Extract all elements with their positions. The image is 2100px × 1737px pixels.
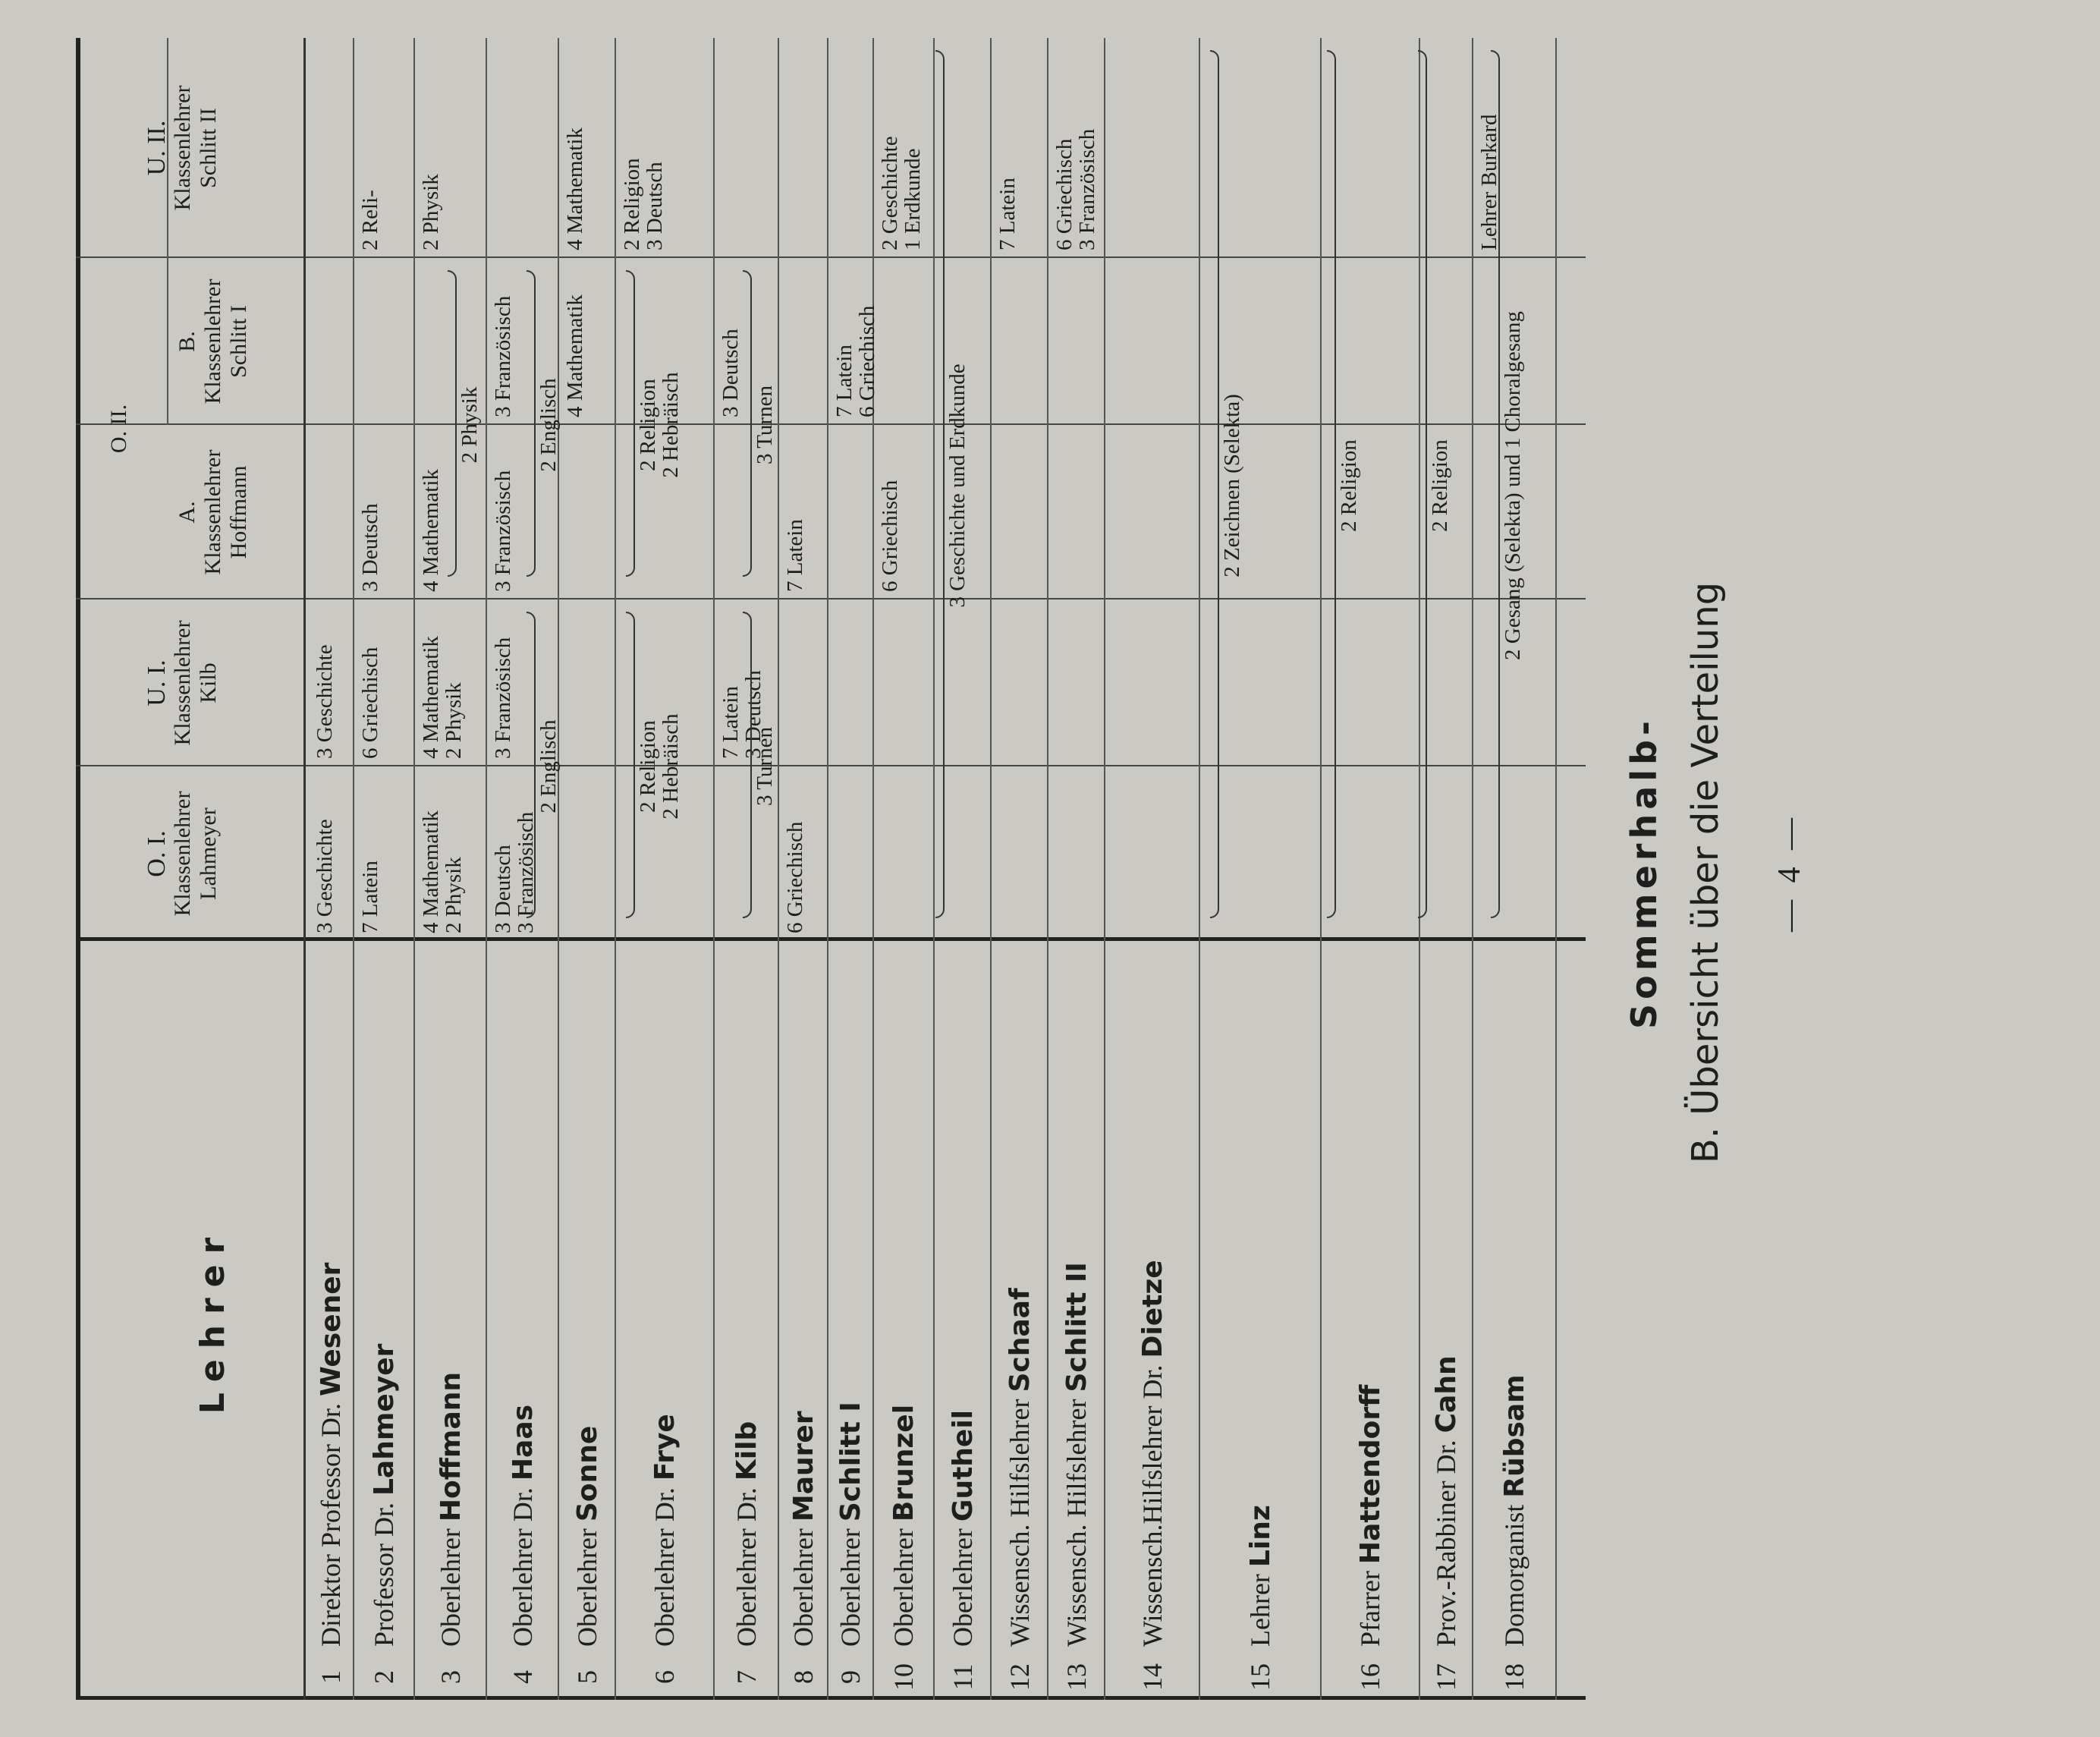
row-rule bbox=[872, 38, 874, 1700]
teacher-title: Wissensch. Hilfslehrer bbox=[1004, 1392, 1035, 1647]
teacher-surname: Wesener bbox=[316, 1262, 347, 1397]
subject-cell: 3 Französisch bbox=[491, 637, 515, 759]
row-rule bbox=[827, 38, 828, 1700]
teacher-title: Wissensch. Hilfslehrer bbox=[1061, 1392, 1092, 1647]
row-rule bbox=[990, 38, 992, 1700]
subject-cell: 2 Physik bbox=[419, 174, 443, 250]
role-label: Klassenlehrer bbox=[170, 620, 195, 746]
spanning-subject-cell: 2 Zeichnen (Selekta) bbox=[1219, 394, 1244, 577]
teacher-surname: Haas bbox=[507, 1404, 539, 1481]
teacher-title: Domorganist bbox=[1499, 1497, 1529, 1647]
row-rule bbox=[615, 38, 616, 1700]
spanning-subject-cell: 2 Religion bbox=[1337, 439, 1362, 532]
teacher-surname: Cahn bbox=[1431, 1355, 1462, 1433]
teacher-title: Wissensch.Hilfslehrer Dr. bbox=[1136, 1358, 1168, 1647]
header-bottom-rule bbox=[303, 38, 306, 1700]
teacher-name-cell bbox=[435, 949, 467, 1647]
row-number: 9 bbox=[835, 1670, 866, 1684]
span-brace bbox=[743, 612, 752, 918]
row-rule bbox=[1047, 38, 1048, 1700]
teacher-title: Oberlehrer bbox=[571, 1521, 602, 1647]
span-brace bbox=[626, 270, 635, 577]
teacher-name-cell bbox=[507, 949, 539, 1647]
span-brace bbox=[1327, 50, 1336, 918]
row-number: 12 bbox=[1004, 1663, 1035, 1691]
subject-cell: 7 Latein 6 Griechisch bbox=[832, 305, 879, 417]
row-rule bbox=[1555, 38, 1557, 1700]
row-rule bbox=[778, 38, 779, 1700]
section-heading: B. Übersicht über die Verteilung bbox=[1684, 581, 1727, 1164]
spanning-subject-cell: 2 Englisch bbox=[536, 719, 561, 813]
span-brace bbox=[626, 612, 635, 918]
teacher-name-cell bbox=[947, 949, 979, 1647]
class-teacher-name: Schlitt II bbox=[196, 108, 221, 188]
row-number: 15 bbox=[1245, 1663, 1275, 1691]
subject-cell: 4 Mathematik 2 Physik bbox=[419, 810, 466, 933]
role-label: Klassenlehrer bbox=[170, 791, 195, 917]
teacher-name-cell bbox=[649, 949, 681, 1647]
span-brace bbox=[527, 612, 536, 918]
subject-cell: 6 Griechisch bbox=[783, 821, 807, 933]
subject-cell: 4 Mathematik 2 Physik bbox=[419, 636, 466, 759]
teacher-name-cell bbox=[888, 949, 920, 1647]
role-label: Klassenlehrer bbox=[170, 85, 195, 211]
row-number: 8 bbox=[788, 1670, 819, 1684]
teacher-name-cell bbox=[1004, 949, 1036, 1647]
column-header-oii: O. II. bbox=[106, 404, 131, 454]
teacher-name-cell bbox=[1244, 949, 1276, 1647]
teacher-surname: Dietze bbox=[1136, 1260, 1168, 1358]
class-teacher-name: Lahmeyer bbox=[196, 807, 221, 900]
teacher-name-cell bbox=[315, 949, 347, 1647]
row-number: 10 bbox=[888, 1663, 919, 1691]
page-number: — 4 — bbox=[1772, 813, 1807, 932]
row-rule bbox=[1320, 38, 1322, 1700]
teacher-surname: Rübsam bbox=[1499, 1374, 1530, 1498]
spanning-subject-cell: 2 Religion bbox=[1427, 439, 1452, 532]
row-number: 6 bbox=[649, 1670, 680, 1684]
teacher-surname: Brunzel bbox=[888, 1404, 920, 1522]
row-rule bbox=[713, 38, 715, 1700]
row-rule bbox=[413, 38, 415, 1700]
spanning-subject-cell: 2 Physik bbox=[457, 386, 482, 464]
teacher-title: Professor Dr. bbox=[369, 1496, 399, 1647]
teacher-surname: Kilb bbox=[731, 1421, 762, 1481]
row-rule bbox=[1472, 38, 1473, 1700]
subject-cell: 6 Griechisch 3 Französisch bbox=[1052, 128, 1099, 250]
teacher-name-cell bbox=[571, 949, 603, 1647]
subject-cell: 6 Griechisch bbox=[878, 480, 902, 592]
teacher-column-header: Lehrer bbox=[193, 1226, 232, 1414]
row-number: 7 bbox=[731, 1670, 762, 1684]
teacher-surname: Hoffmann bbox=[435, 1372, 467, 1522]
role-label: Klassenlehrer bbox=[200, 278, 225, 404]
teacher-title: Oberlehrer bbox=[835, 1521, 866, 1647]
subject-cell: 2 Geschichte 1 Erdkunde bbox=[878, 136, 925, 250]
row-number: 5 bbox=[571, 1670, 602, 1684]
row-rule bbox=[486, 38, 487, 1700]
teacher-name-cell bbox=[731, 949, 762, 1647]
teacher-surname: Frye bbox=[649, 1414, 681, 1481]
row-rule bbox=[1104, 38, 1105, 1700]
teacher-title: Oberlehrer Dr. bbox=[649, 1481, 680, 1647]
teacher-surname: Maurer bbox=[788, 1411, 819, 1522]
teacher-name-cell bbox=[788, 949, 819, 1647]
distribution-table bbox=[76, 38, 1586, 1700]
span-brace bbox=[1418, 50, 1427, 918]
teacher-title: Lehrer bbox=[1245, 1567, 1275, 1647]
row-number: 16 bbox=[1355, 1663, 1385, 1691]
teacher-title: Oberlehrer bbox=[888, 1521, 919, 1647]
subject-cell: 3 Geschichte bbox=[313, 644, 337, 759]
row-number: 2 bbox=[369, 1670, 399, 1684]
rotated-sheet bbox=[76, 38, 1859, 1707]
row-rule bbox=[933, 38, 935, 1700]
span-brace bbox=[743, 270, 752, 577]
spanning-subject-cell: 3 Turnen bbox=[752, 385, 777, 464]
teacher-title: Oberlehrer Dr. bbox=[731, 1481, 762, 1647]
teacher-name-cell bbox=[835, 949, 866, 1647]
row-number: 1 bbox=[316, 1670, 346, 1684]
subject-cell: 3 Deutsch 3 Französisch bbox=[491, 811, 538, 933]
subject-cell: 3 Französisch bbox=[491, 295, 515, 417]
subject-cell: 7 Latein bbox=[358, 861, 382, 933]
teacher-name-cell bbox=[1061, 949, 1092, 1647]
subject-cell: 3 Französisch bbox=[491, 470, 515, 592]
subject-cell: 7 Latein bbox=[783, 519, 807, 592]
subject-cell: 4 Mathematik bbox=[419, 469, 443, 592]
teacher-surname: Schlitt II bbox=[1061, 1262, 1092, 1392]
column-header-oi bbox=[144, 766, 222, 941]
class-label: U. I. bbox=[143, 659, 171, 706]
teacher-surname: Lahmeyer bbox=[369, 1343, 400, 1496]
span-brace bbox=[935, 50, 945, 918]
row-number: 4 bbox=[507, 1670, 538, 1684]
teacher-surname: Schaaf bbox=[1004, 1288, 1036, 1392]
section-label: B. bbox=[174, 331, 200, 352]
teacher-name-cell bbox=[1354, 949, 1386, 1647]
row-number: 17 bbox=[1431, 1663, 1461, 1691]
class-teacher-name: Kilb bbox=[196, 662, 221, 703]
spanning-subject-cell: 2 Religion 2 Hebräisch bbox=[635, 372, 683, 478]
section-label: A. bbox=[174, 501, 200, 524]
teacher-title: Prov.-Rabbiner Dr. bbox=[1431, 1433, 1461, 1647]
teacher-surname: Linz bbox=[1245, 1505, 1276, 1568]
row-number: 14 bbox=[1136, 1663, 1168, 1691]
spanning-subject-cell: 2 Religion 2 Hebräisch bbox=[635, 713, 683, 820]
span-brace bbox=[527, 270, 536, 577]
class-label: U. II. bbox=[143, 120, 171, 176]
subject-cell: 7 Latein 3 Deutsch bbox=[718, 670, 765, 759]
subject-cell: 7 Latein bbox=[995, 178, 1020, 250]
spanning-subject-cell: 2 Englisch bbox=[536, 378, 561, 472]
subject-cell: 3 Geschichte bbox=[313, 819, 337, 933]
teacher-title: Pfarrer bbox=[1355, 1564, 1385, 1647]
class-label: O. I. bbox=[143, 830, 171, 877]
spanning-subject-cell: 3 Geschichte und Erdkunde bbox=[945, 363, 970, 608]
row-number: 3 bbox=[435, 1670, 466, 1684]
row-rule bbox=[1199, 38, 1200, 1700]
teacher-title: Oberlehrer bbox=[435, 1521, 466, 1647]
subject-cell: Lehrer Burkard bbox=[1477, 114, 1501, 250]
teacher-name-cell bbox=[1136, 949, 1168, 1647]
span-brace bbox=[1491, 50, 1500, 918]
teacher-title: Oberlehrer bbox=[947, 1521, 978, 1647]
column-header-oii-b bbox=[174, 258, 252, 425]
subject-cell: 4 Mathematik bbox=[563, 294, 587, 417]
teacher-name-cell bbox=[368, 949, 400, 1647]
row-number: 18 bbox=[1499, 1663, 1529, 1691]
column-header-uii bbox=[144, 38, 222, 258]
spanning-subject-cell: 3 Turnen bbox=[752, 727, 777, 806]
spanning-subject-cell: 2 Gesang (Selekta) und 1 Choralgesang bbox=[1500, 311, 1525, 660]
teacher-surname: Sonne bbox=[571, 1425, 603, 1522]
teacher-name-cell bbox=[1430, 949, 1462, 1647]
role-label: Klassenlehrer bbox=[200, 449, 225, 575]
column-header-ui bbox=[144, 599, 222, 766]
subject-cell: 2 Reli- bbox=[358, 190, 382, 250]
column-header-oii-a bbox=[174, 425, 252, 599]
section-subheading: Sommerhalb- bbox=[1624, 716, 1665, 1030]
teacher-title: Oberlehrer Dr. bbox=[507, 1481, 538, 1647]
subject-cell: 3 Deutsch bbox=[358, 503, 382, 592]
teacher-surname: Gutheil bbox=[947, 1409, 979, 1522]
subject-cell: 4 Mathematik bbox=[563, 127, 587, 250]
subject-cell: 2 Religion 3 Deutsch bbox=[620, 158, 667, 250]
row-rule bbox=[353, 38, 354, 1700]
span-brace bbox=[448, 270, 457, 577]
span-brace bbox=[1210, 50, 1219, 918]
teacher-name-cell bbox=[1498, 949, 1530, 1647]
table-top-rule bbox=[76, 38, 80, 1700]
subject-cell: 3 Deutsch bbox=[718, 329, 743, 417]
teacher-title: Oberlehrer bbox=[788, 1521, 819, 1647]
row-number: 11 bbox=[947, 1663, 978, 1691]
teacher-surname: Schlitt I bbox=[835, 1402, 866, 1522]
subject-cell: 6 Griechisch bbox=[358, 647, 382, 759]
teacher-surname: Hattendorff bbox=[1355, 1384, 1386, 1565]
row-number: 13 bbox=[1061, 1663, 1092, 1691]
teacher-title: Direktor Professor Dr. bbox=[316, 1396, 346, 1647]
class-teacher-name: Schlitt I bbox=[226, 305, 251, 378]
class-teacher-name: Hoffmann bbox=[226, 465, 251, 559]
